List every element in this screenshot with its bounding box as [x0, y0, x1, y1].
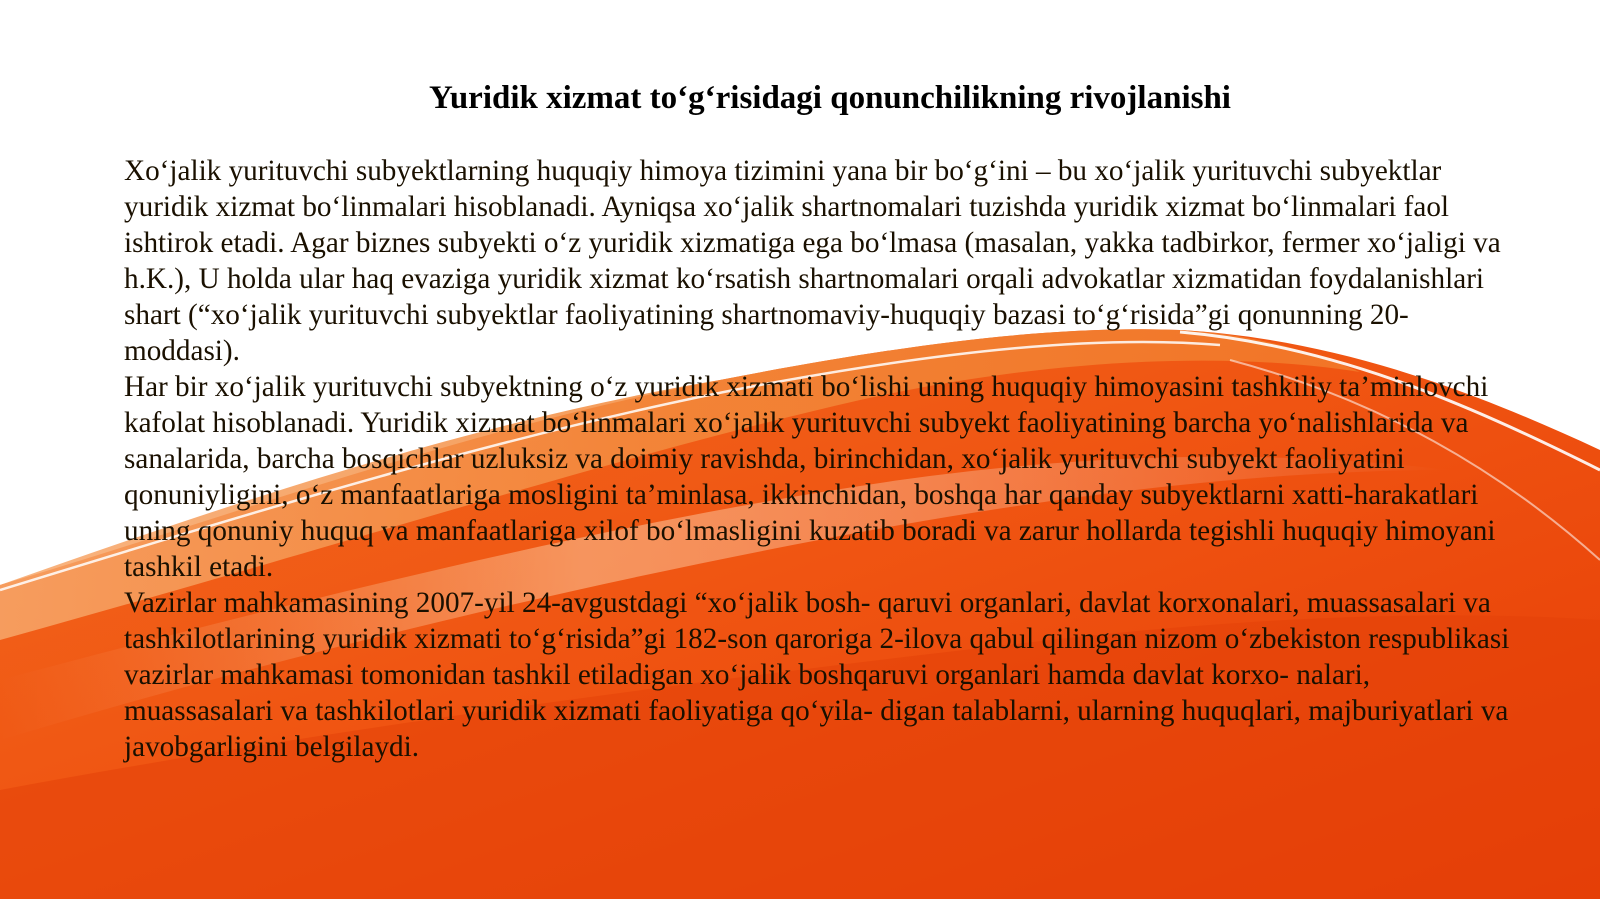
paragraph-2: Har bir xo‘jalik yurituvchi subyektning o‘z yuridik xizmati bo‘lishi uning huquqiy himoyasini tashkiliy ta’minlovchi kafolat hisoblanadi. Yuridik xizmat bo‘linmalari xo‘jalik yurituvchi subyekt faoliyatining barcha yo‘nalishlarida va sanalarida, barcha bosqichlar uzluksiz va doimiy ravishda, birinchidan, xo‘jalik yurituvchi subyekt faoliyatini qonuniyligini, o‘z manfaatlariga mosligini ta’minlasa, ikkinchidan, boshqa har qanday subyektlarni xatti-harakatlari uning qonuniy huquq va manfaatlariga xilof bo‘lmasligini kuzatib boradi va zarur hollarda tegishli huquqiy himoyani tashkil etadi.: [124, 371, 1496, 583]
paragraph-3: Vazirlar mahkamasining 2007-yil 24-avgustdagi “xo‘jalik bosh- qaruvi organlari, davlat korxonalari, muassasalari va tashkilotlarining yuridik xizmati to‘g‘risida”gi 182-son qaroriga 2-ilova qabul qilingan nizom o‘zbekiston respublikasi vazirlar mahkamasi tomonidan tashkil etiladigan xo‘jalik boshqaruvi organlari hamda davlat korxo- nalari, muassasalari va tashkilotlari yuridik xizmati faoliyatiga qo‘yila- digan talablarni, ularning huquqlari, majburiyatlari va javobgarligini belgilaydi.: [124, 587, 1510, 763]
slide-title: Yuridik xizmat to‘g‘risidagi qonunchilikning rivojlanishi: [429, 80, 1231, 116]
slide-body: [124, 153, 1524, 765]
paragraph-1: Xo‘jalik yurituvchi subyektlarning huquqiy himoya tizimini yana bir bo‘g‘ini – bu xo‘jalik yurituvchi subyektlar yuridik xizmat bo‘linmalari hisoblanadi. Ayniqsa xo‘jalik shartnomalari tuzishda yuridik xizmat bo‘linmalari faol ishtirok etadi. Agar biznes subyekti o‘z yuridik xizmatiga ega bo‘lmasa (masalan, yakka tadbirkor, fermer xo‘jaligi va h.K.), U holda ular haq evaziga yuridik xizmat ko‘rsatish shartnomalari orqali advokatlar xizmatidan foydalanishlari shart (“xo‘jalik yurituvchi subyektlar faoliyatining shartnomaviy-huquqiy bazasi to‘g‘risida”gi qonunning 20-moddasi).: [124, 155, 1501, 367]
